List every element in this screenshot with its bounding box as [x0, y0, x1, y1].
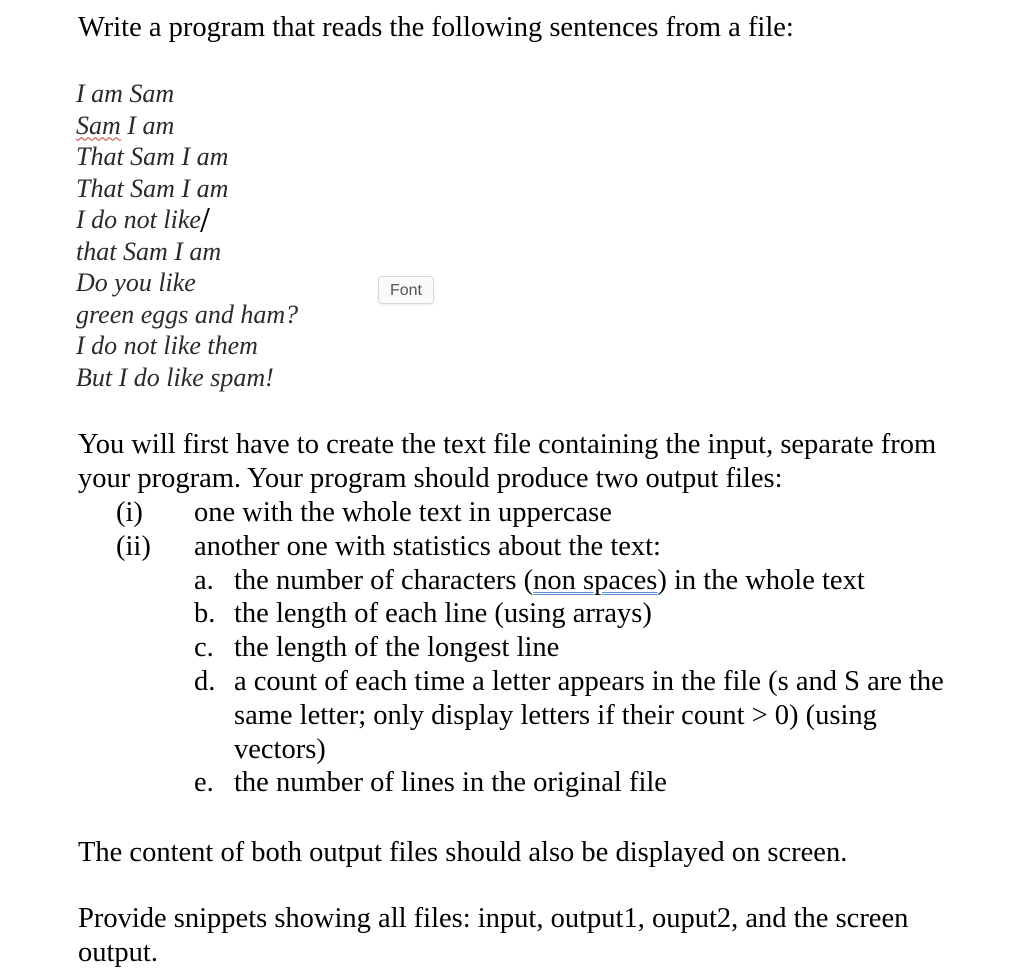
list-marker-e: e.	[194, 767, 214, 798]
stat-item-longest-line: the length of the longest line	[234, 632, 560, 663]
list-marker-a: a.	[194, 565, 214, 596]
display-paragraph: The content of both output files should also be displayed on screen.	[78, 837, 848, 868]
instructions-paragraph	[78, 428, 936, 496]
output-item-statistics: another one with statistics about the text:	[194, 531, 661, 562]
snippets-paragraph	[78, 902, 908, 970]
poem-line-10: But I do like spam!	[76, 362, 274, 392]
poem-line-7: Do you like	[76, 268, 196, 297]
spellcheck-flagged-word[interactable]: Sam	[76, 110, 121, 140]
poem-block	[76, 78, 298, 393]
stat-item-line-lengths: the length of each line (using arrays)	[234, 598, 652, 629]
intro-sentence: Write a program that reads the following sentences from a file:	[78, 12, 794, 43]
poem-line-4: That Sam I am	[76, 173, 229, 203]
text-cursor	[200, 208, 209, 232]
stat-d-line-1: a count of each time a letter appears in the file (s and S are the	[234, 666, 944, 697]
stat-item-letter-count	[234, 665, 944, 767]
list-marker-c: c.	[194, 632, 214, 663]
stat-d-line-3: vectors)	[234, 734, 326, 765]
poem-line-1: I am Sam	[76, 79, 175, 108]
stat-item-characters	[234, 564, 865, 598]
poem-line-2	[76, 110, 298, 142]
list-marker-d: d.	[194, 666, 216, 697]
list-marker-b: b.	[194, 598, 216, 629]
list-marker-ii: (ii)	[116, 531, 151, 562]
poem-line-5	[76, 204, 298, 236]
poem-line-9: I do not like them	[76, 331, 258, 360]
stat-item-line-count: the number of lines in the original file	[234, 767, 667, 798]
poem-line-5-text: I do not like	[76, 205, 201, 234]
stat-d-line-2: same letter; only display letters if their count > 0) (using	[234, 700, 877, 731]
poem-line-8: green eggs and ham?	[76, 299, 299, 329]
output-item-uppercase: one with the whole text in uppercase	[194, 497, 612, 528]
snippets-line-2: output.	[78, 937, 158, 968]
poem-line-2-rest: I am	[120, 110, 175, 140]
poem-line-3: That Sam I am	[76, 142, 229, 171]
font-tooltip-button[interactable]: Font	[378, 276, 434, 304]
snippets-line-1: Provide snippets showing all files: input, output1, ouput2, and the screen	[78, 903, 909, 934]
instructions-line-2: your program. Your program should produce two output files:	[78, 463, 783, 494]
instructions-line-1: You will first have to create the text file containing the input, separate from	[78, 429, 937, 460]
stat-a-before: the number of characters (	[234, 565, 534, 596]
grammar-flagged-phrase[interactable]: non spaces	[533, 565, 658, 596]
stat-a-after: ) in the whole text	[657, 565, 865, 596]
list-marker-i: (i)	[116, 497, 143, 528]
poem-line-6: that Sam I am	[76, 236, 222, 266]
